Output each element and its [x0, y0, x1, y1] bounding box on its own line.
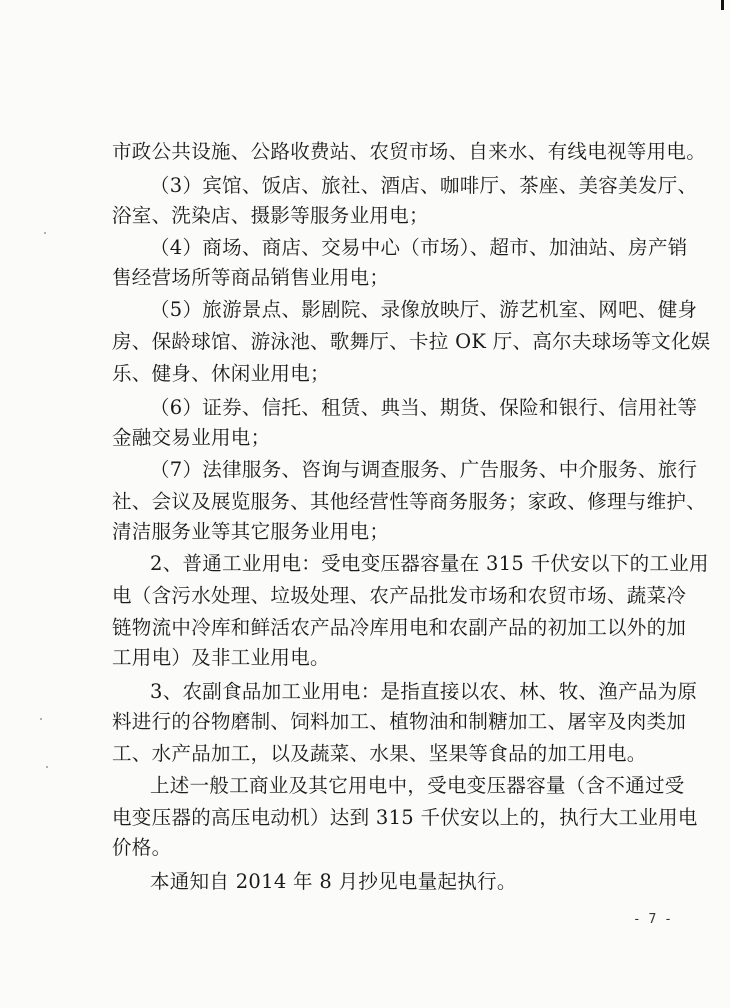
- text-line: 3、农副食品加工业用电：是指直接以农、林、牧、渔产品为原: [150, 680, 698, 703]
- text-line: 房、保龄球馆、游泳池、歌舞厅、卡拉 OK 厅、高尔夫球场等文化娱: [112, 330, 711, 353]
- text-line: 价格。: [112, 836, 172, 859]
- text-line: 链物流中冷库和鲜活农产品冷库用电和农副产品的初加工以外的加: [112, 616, 687, 639]
- text-line: 上述一般工商业及其它用电中，受电变压器容量（含不通过受: [150, 774, 685, 797]
- text-line: 工用电）及非工业用电。: [112, 646, 330, 669]
- scan-speck: [44, 232, 46, 234]
- text-line: 本通知自 2014 年 8 月抄见电量起执行。: [150, 870, 517, 893]
- text-line: 清洁服务业等其它服务业用电；: [112, 520, 390, 543]
- text-line: 乐、健身、休闲业用电；: [112, 362, 330, 385]
- text-line: （6）证券、信托、租赁、典当、期货、保险和银行、信用社等: [150, 396, 698, 419]
- text-line: 电（含污水处理、垃圾处理、农产品批发市场和农贸市场、蔬菜冷: [112, 584, 687, 607]
- text-line: 金融交易业用电；: [112, 426, 271, 449]
- text-line: 浴室、洗染店、摄影等服务业用电；: [112, 204, 429, 227]
- text-line: （3）宾馆、饭店、旅社、酒店、咖啡厅、茶座、美容美发厅、: [150, 174, 698, 197]
- page-number: - 7 -: [632, 912, 672, 927]
- text-line: 工、水产品加工，以及蔬菜、水果、坚果等食品的加工用电。: [112, 742, 647, 765]
- text-line: 2、普通工业用电：受电变压器容量在 315 千伏安以下的工业用: [150, 552, 709, 575]
- scan-speck: [46, 766, 48, 768]
- scan-speck: [40, 718, 42, 720]
- text-line: 售经营场所等商品销售业用电；: [112, 266, 390, 289]
- text-line: （4）商场、商店、交易中心（市场）、超市、加油站、房产销: [150, 236, 688, 259]
- text-line: 料进行的谷物磨制、饲料加工、植物油和制糖加工、屠宰及肉类加: [112, 710, 687, 733]
- text-line: 市政公共设施、公路收费站、农贸市场、自来水、有线电视等用电。: [112, 140, 707, 163]
- scan-mark: [721, 0, 724, 10]
- text-line: 社、会议及展览服务、其他经营性等商务服务；家政、修理与维护、: [112, 490, 707, 513]
- text-line: 电变压器的高压电动机）达到 315 千伏安以上的，执行大工业用电: [112, 806, 698, 829]
- text-line: （7）法律服务、咨询与调查服务、广告服务、中介服务、旅行: [150, 458, 698, 481]
- text-line: （5）旅游景点、影剧院、录像放映厅、游艺机室、网吧、健身: [150, 298, 698, 321]
